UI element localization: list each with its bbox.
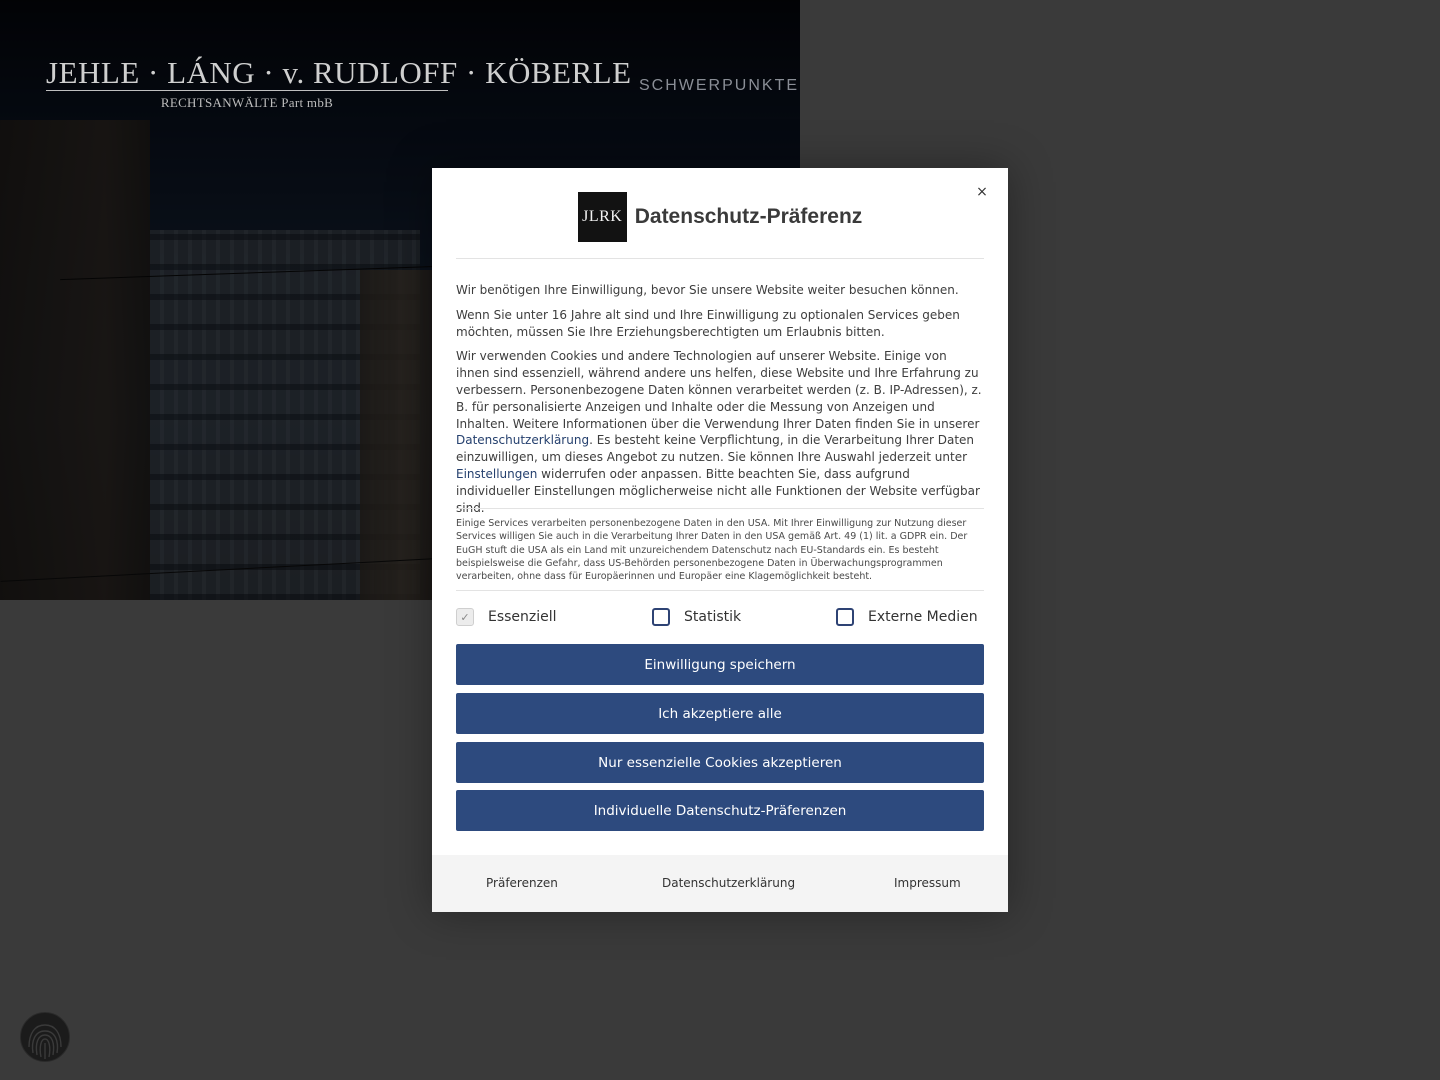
checkbox-externe-medien[interactable]	[836, 608, 978, 626]
close-icon[interactable]: ×	[976, 184, 988, 200]
consent-paragraph: Wir benötigen Ihre Einwilligung, bevor Sie unsere Website weiter besuchen können.	[456, 283, 959, 297]
privacy-dialog	[432, 168, 1008, 912]
dialog-header	[456, 192, 984, 259]
checkbox-label[interactable]: Externe Medien	[868, 609, 978, 625]
site-logo[interactable]	[46, 55, 632, 111]
checkbox-externe-medien-box[interactable]	[836, 608, 854, 626]
consent-paragraph	[456, 348, 984, 516]
privacy-policy-link[interactable]: Datenschutzerklärung	[456, 433, 590, 448]
nav-item-schwerpunkte[interactable]: SCHWERPUNKTE	[639, 77, 800, 94]
consent-text-part: . Es besteht keine Verpflichtung, in die Verarbeitung Ihrer Daten einzuwilligen, um dieses Angebot zu nutzen. Sie können Ihre Auswahl jederzeit unter	[456, 433, 975, 465]
consent-text	[456, 282, 984, 524]
footer-link-privacy[interactable]: Datenschutzerklärung	[662, 876, 796, 890]
consent-text-part: widerrufen oder anpassen. Bitte beachten Sie, dass aufgrund individueller Einstellungen möglicherweise nicht alle Funktionen der Website verfügbar sind.	[456, 466, 980, 515]
save-consent-button[interactable]: Einwilligung speichern	[456, 644, 984, 685]
settings-link[interactable]: Einstellungen	[456, 466, 538, 481]
checkbox-statistik-box[interactable]	[652, 608, 670, 626]
essential-only-button[interactable]: Nur essenzielle Cookies akzeptieren	[456, 742, 984, 783]
checkbox-statistik[interactable]	[652, 608, 741, 626]
checkbox-label[interactable]: Statistik	[684, 609, 742, 625]
consent-categories	[456, 608, 984, 628]
site-logo-subtitle: RECHTSANWÄLTE Part mbB	[160, 95, 334, 110]
brand-logo: JLRK	[578, 192, 627, 242]
checkbox-label: Essenziell	[488, 609, 557, 625]
consent-text-part: Wir verwenden Cookies und andere Technologien auf unserer Website. Einige von ihnen sind essenziell, während andere uns helfen, diese Website und Ihre Erfahrung zu verbessern. Personenbezogene Daten können verarbeitet werden (z. B. IP-Adressen), z. B. für personalisierte Anzeigen und Inhalte oder die Messung von Anzeigen und Inhalten. Weitere Informationen über die Verwendung Ihrer Daten finden Sie in unserer	[456, 349, 982, 431]
footer-link-preferences[interactable]: Präferenzen	[486, 876, 558, 890]
fingerprint-icon[interactable]	[20, 1012, 70, 1062]
checkbox-essenziell	[456, 608, 557, 626]
usa-data-notice: Einige Services verarbeiten personenbezogene Daten in den USA. Mit Ihrer Einwilligung zur Nutzung dieser Services willigen Sie auch in die Verarbeitung Ihrer Daten in den USA gemäß Art. 49 (1) lit. a GDPR ein. Der EuGH stuft die USA als ein Land mit unzureichendem Datenschutz nach EU-Standards ein. Es besteht beispielsweise die Gefahr, dass US-Behörden personenbezogene Daten in Überwachungsprogrammen verarbeiten, ohne dass für Europäerinnen und Europäer eine Klagemöglichkeit besteht.	[456, 508, 984, 591]
accept-all-button[interactable]: Ich akzeptiere alle	[456, 693, 984, 734]
dialog-footer	[432, 855, 1008, 912]
footer-link-imprint[interactable]: Impressum	[894, 876, 961, 890]
checkbox-essenziell-box: ✓	[456, 608, 474, 626]
site-logo-firm-name: JEHLE · LÁNG · v. RUDLOFF · KÖBERLE	[46, 55, 632, 90]
dialog-title: Datenschutz-Präferenz	[634, 205, 863, 228]
individual-preferences-button[interactable]: Individuelle Datenschutz-Präferenzen	[456, 790, 984, 831]
consent-paragraph: Wenn Sie unter 16 Jahre alt sind und Ihre Einwilligung zu optionalen Services geben möchten, müssen Sie Ihre Erziehungsberechtigten um Erlaubnis bitten.	[456, 307, 960, 339]
